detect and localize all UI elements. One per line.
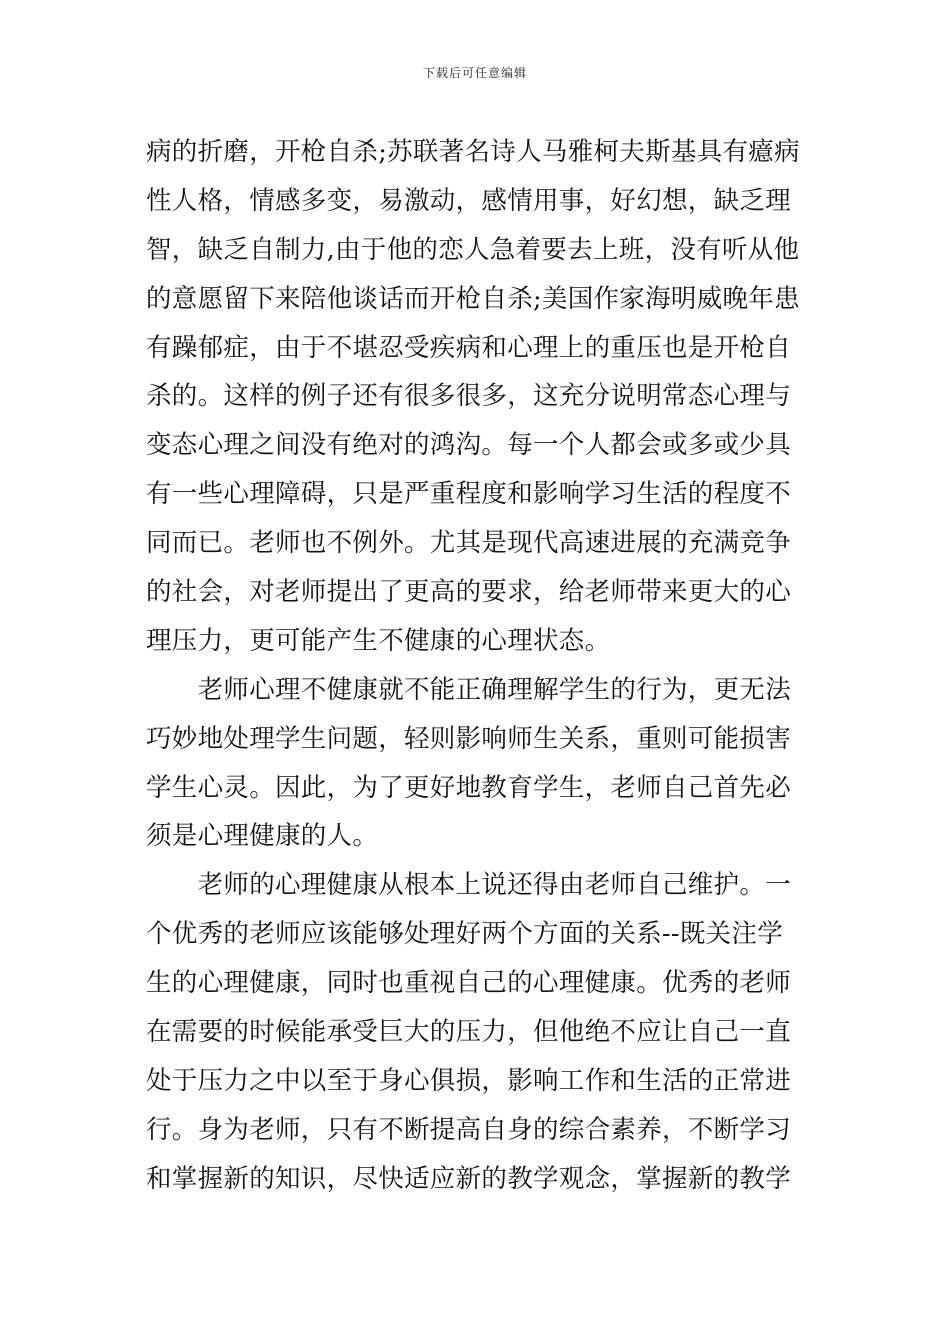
text-line: 行。身为老师，只有不断提高自身的综合素养，不断学习: [146, 1114, 792, 1145]
text-line: 须是心理健康的人。: [146, 821, 379, 852]
text-line: 巧妙地处理学生问题，轻则影响师生关系，重则可能损害: [146, 723, 792, 754]
text-line: 杀的。这样的例子还有很多很多，这充分说明常态心理与: [146, 381, 792, 412]
text-line: 个优秀的老师应该能够处理好两个方面的关系--既关注学: [146, 919, 784, 950]
text-line: 病的折磨，开枪自杀;苏联著名诗人马雅柯夫斯基具有癔病: [146, 137, 800, 167]
text-line: 在需要的时候能承受巨大的压力，但他绝不应让自己一直: [146, 1017, 792, 1048]
text-line: 学生心灵。因此，为了更好地教育学生，老师自己首先必: [146, 772, 792, 803]
text-line: 有躁郁症，由于不堪忍受疾病和心理上的重压也是开枪自: [146, 332, 792, 363]
page-header: 下载后可任意编辑: [422, 66, 527, 80]
text-line: 理压力，更可能产生不健康的心理状态。: [146, 625, 611, 656]
text-line: 同而已。老师也不例外。尤其是现代高速进展的充满竞争: [146, 528, 792, 559]
text-line: 老师心理不健康就不能正确理解学生的行为，更无法: [146, 674, 792, 705]
text-line: 变态心理之间没有绝对的鸿沟。每一个人都会或多或少具: [146, 430, 792, 461]
text-line: 有一些心理障碍，只是严重程度和影响学习生活的程度不: [146, 479, 792, 510]
text-line: 处于压力之中以至于身心俱损，影响工作和生活的正常进: [146, 1065, 792, 1096]
text-line: 性人格，情感多变，易激动，感情用事，好幻想，缺乏理: [146, 185, 792, 216]
text-line: 生的心理健康，同时也重视自己的心理健康。优秀的老师: [146, 968, 792, 999]
text-line: 老师的心理健康从根本上说还得由老师自己维护。一: [146, 870, 792, 901]
text-line: 的社会，对老师提出了更高的要求，给老师带来更大的心: [146, 577, 792, 608]
document-body: [146, 128, 816, 1204]
text-line: 和掌握新的知识，尽快适应新的教学观念，掌握新的教学: [146, 1163, 792, 1194]
text-line: 的意愿留下来陪他谈话而开枪自杀;美国作家海明威晚年患: [146, 283, 800, 314]
text-line: 智，缺乏自制力,由于他的恋人急着要去上班，没有听从他: [146, 234, 800, 265]
